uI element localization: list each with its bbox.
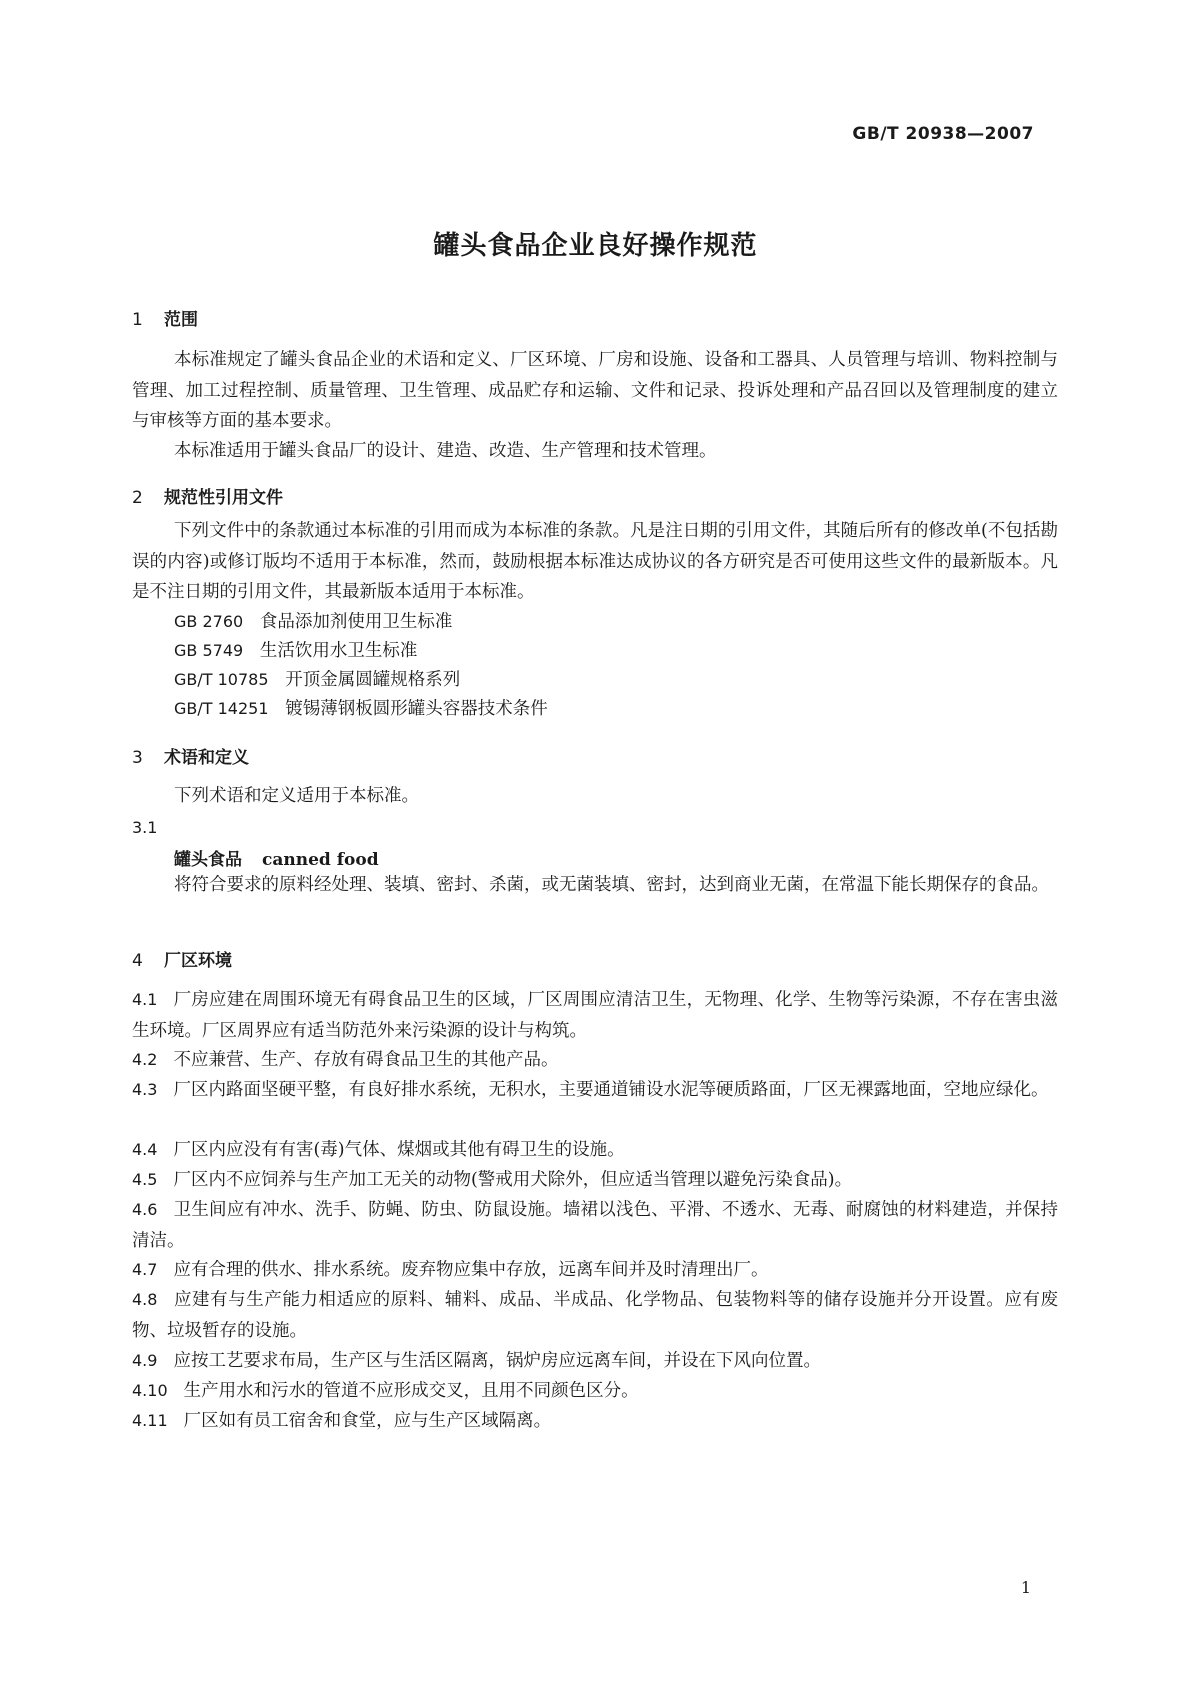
section-1-heading <box>132 305 198 330</box>
clause-number: 4.8 <box>132 1290 158 1309</box>
page-number: 1 <box>1020 1578 1031 1597</box>
reference-name: 镀锡薄钢板圆形罐头容器技术条件 <box>285 699 548 719</box>
section-2-heading <box>132 483 283 508</box>
clause-4-1 <box>132 985 1058 1046</box>
section-1-paragraph-1: 本标准规定了罐头食品企业的术语和定义、厂区环境、厂房和设施、设备和工器具、人员管理与培训、物料控制与管理、加工过程控制、质量管理、卫生管理、成品贮存和运输、文件和记录、投诉处理和产品召回以及管理制度的建立与审核等方面的基本要求。 <box>132 350 1058 431</box>
clause-4-3 <box>132 1075 1058 1106</box>
clause-text: 厂区内应没有有害(毒)气体、煤烟或其他有碍卫生的设施。 <box>173 1140 625 1160</box>
clause-number: 4.6 <box>132 1200 158 1219</box>
clause-text: 厂区内不应饲养与生产加工无关的动物(警戒用犬除外，但应适当管理以避免污染食品)。 <box>173 1170 853 1190</box>
reference-code: GB/T 14251 <box>174 699 269 718</box>
document-title: 罐头食品企业良好操作规范 <box>433 231 758 261</box>
reference-name: 开顶金属圆罐规格系列 <box>285 670 461 690</box>
reference-code: GB 5749 <box>174 641 244 660</box>
clause-text: 生产用水和污水的管道不应形成交叉，且用不同颜色区分。 <box>183 1381 639 1401</box>
section-number: 4 <box>132 951 143 971</box>
section-2-paragraph-1: 下列文件中的条款通过本标准的引用而成为本标准的条款。凡是注日期的引用文件，其随后所有的修改单(不包括勘误的内容)或修订版均不适用于本标准，然而，鼓励根据本标准达成协议的各方研究是否可使用这些文件的最新版本。凡是不注日期的引用文件，其最新版本适用于本标准。 <box>132 521 1058 602</box>
clause-text: 不应兼营、生产、存放有碍食品卫生的其他产品。 <box>173 1050 559 1070</box>
section-1-paragraph-2: 本标准适用于罐头食品厂的设计、建造、改造、生产管理和技术管理。 <box>174 441 717 461</box>
clause-text: 厂区如有员工宿舍和食堂，应与生产区域隔离。 <box>183 1411 552 1431</box>
reference-code: GB/T 10785 <box>174 670 269 689</box>
clause-text: 厂区内路面坚硬平整，有良好排水系统，无积水，主要通道铺设水泥等硬质路面，厂区无裸露地面，空地应绿化。 <box>173 1080 1049 1100</box>
clause-4-10 <box>132 1376 1058 1407</box>
section-4-heading <box>132 946 232 971</box>
reference-code: GB 2760 <box>174 612 244 631</box>
clause-number: 4.7 <box>132 1260 158 1279</box>
reference-item <box>174 694 548 724</box>
section-title: 厂区环境 <box>164 951 232 971</box>
clause-number: 4.11 <box>132 1411 168 1430</box>
reference-item <box>174 607 452 637</box>
clause-number: 4.2 <box>132 1050 158 1069</box>
clause-text: 卫生间应有冲水、洗手、防蝇、防虫、防鼠设施。墙裙以浅色、平滑、不透水、无毒、耐腐蚀的材料建造，并保持清洁。 <box>132 1200 1058 1251</box>
clause-text: 应建有与生产能力相适应的原料、辅料、成品、半成品、化学物品、包装物料等的储存设施并分开设置。应有废物、垃圾暂存的设施。 <box>132 1290 1058 1341</box>
section-number: 2 <box>132 488 143 508</box>
reference-item <box>174 636 417 666</box>
reference-name: 食品添加剂使用卫生标准 <box>259 612 453 632</box>
clause-4-8 <box>132 1285 1058 1346</box>
clause-text: 应按工艺要求布局，生产区与生活区隔离，锅炉房应远离车间，并设在下风向位置。 <box>173 1351 821 1371</box>
clause-number: 4.3 <box>132 1080 158 1099</box>
clause-number: 4.9 <box>132 1351 158 1370</box>
reference-name: 生活饮用水卫生标准 <box>259 641 418 661</box>
clause-4-7 <box>132 1255 1058 1286</box>
section-number: 1 <box>132 310 143 330</box>
clause-4-2 <box>132 1045 1058 1076</box>
term-number: 3.1 <box>132 818 158 837</box>
standard-number: GB/T 20938—2007 <box>852 124 1034 144</box>
section-3-paragraph-1: 下列术语和定义适用于本标准。 <box>174 786 419 806</box>
section-title: 规范性引用文件 <box>164 488 283 508</box>
section-title: 范围 <box>164 310 198 330</box>
term-heading <box>174 845 379 870</box>
clause-4-11 <box>132 1406 1058 1437</box>
clause-4-4 <box>132 1135 1058 1166</box>
term-english: canned food <box>262 850 379 870</box>
clause-4-9 <box>132 1346 1058 1377</box>
clause-4-5 <box>132 1165 1058 1196</box>
clause-number: 4.1 <box>132 990 158 1009</box>
clause-text: 应有合理的供水、排水系统。废弃物应集中存放，远离车间并及时清理出厂。 <box>173 1260 769 1280</box>
clause-number: 4.4 <box>132 1140 158 1159</box>
clause-4-6 <box>132 1195 1058 1256</box>
section-title: 术语和定义 <box>164 748 249 768</box>
reference-item <box>174 665 460 695</box>
clause-text: 厂房应建在周围环境无有碍食品卫生的区域，厂区周围应清洁卫生，无物理、化学、生物等污染源，不存在害虫滋生环境。厂区周界应有适当防范外来污染源的设计与构筑。 <box>132 990 1058 1041</box>
clause-number: 4.5 <box>132 1170 158 1189</box>
clause-number: 4.10 <box>132 1381 168 1400</box>
section-3-heading <box>132 743 249 768</box>
section-number: 3 <box>132 748 143 768</box>
term-definition: 将符合要求的原料经处理、装填、密封、杀菌，或无菌装填、密封，达到商业无菌，在常温下能长期保存的食品。 <box>174 875 1049 895</box>
term-chinese: 罐头食品 <box>174 850 242 870</box>
